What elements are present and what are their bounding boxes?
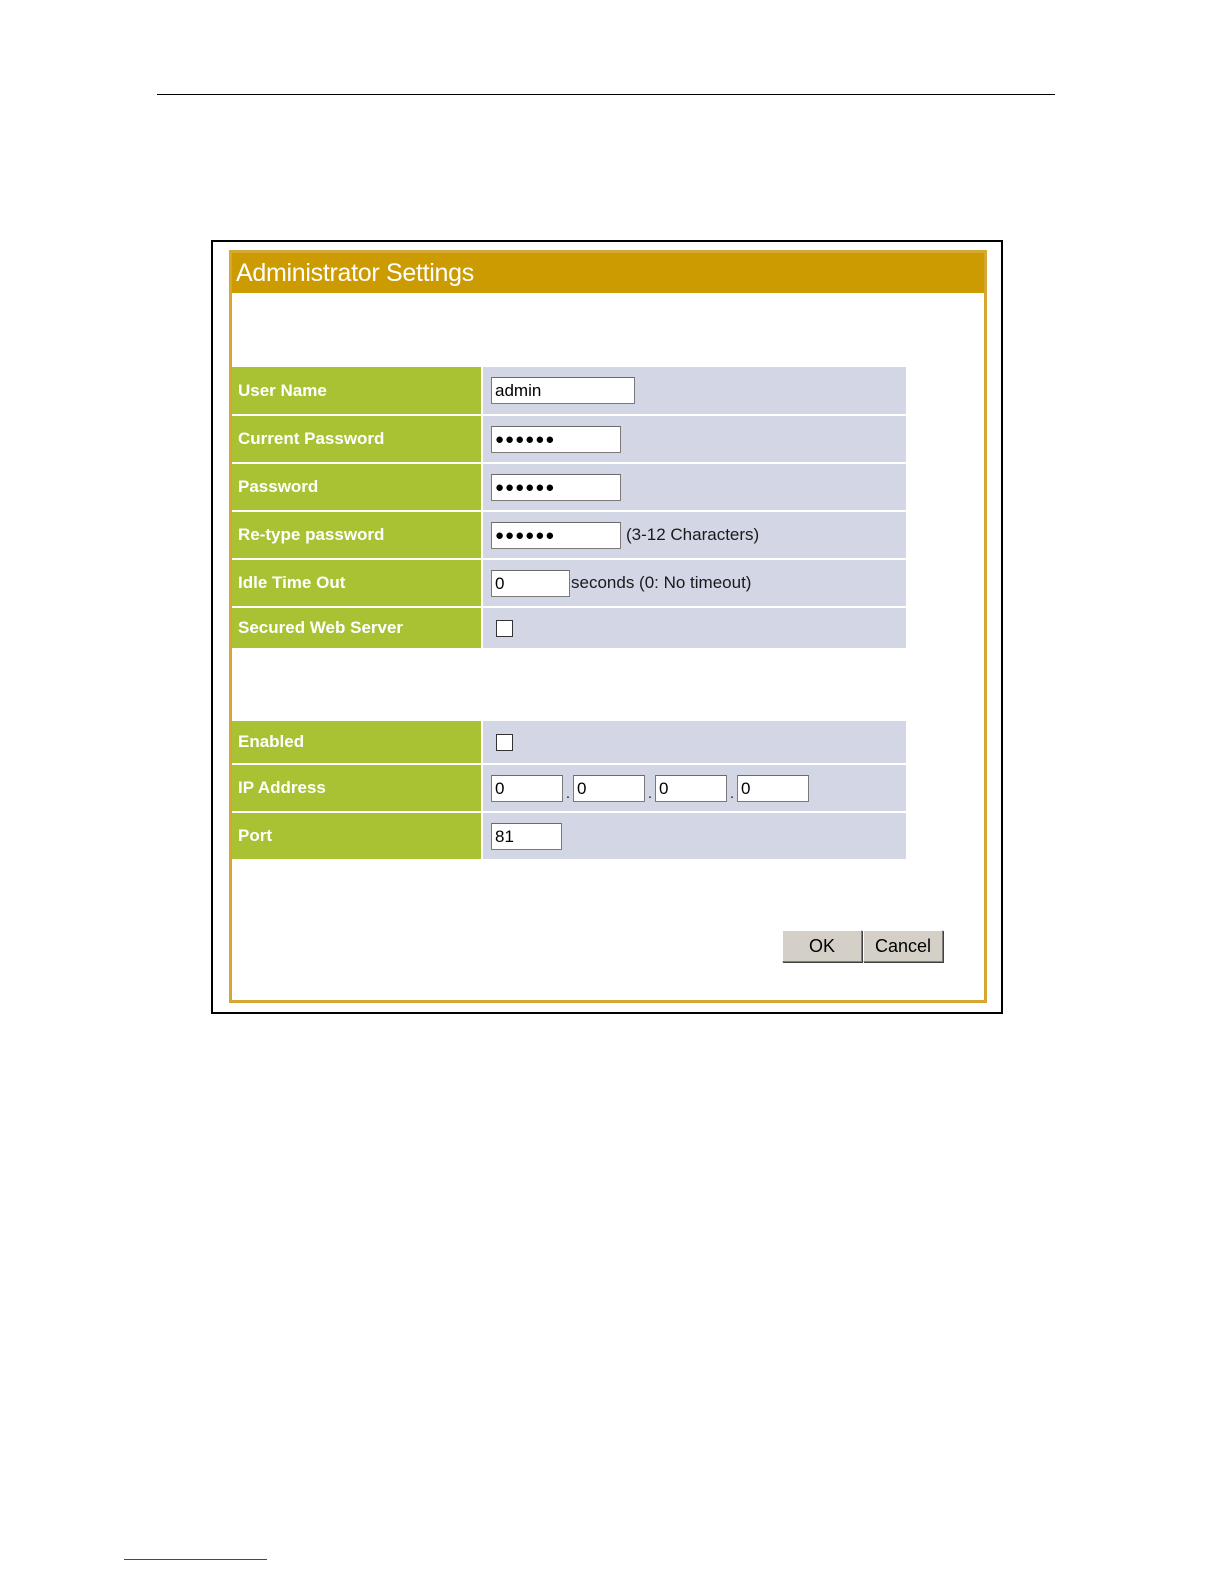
page-top-rule — [157, 94, 1055, 95]
cancel-button[interactable]: Cancel — [863, 930, 943, 962]
user-name-label: User Name — [232, 367, 482, 415]
password-label: Password — [232, 463, 482, 511]
password-input[interactable]: ●●●●●● — [491, 474, 621, 501]
screenshot-frame — [211, 240, 1003, 1014]
current-password-label: Current Password — [232, 415, 482, 463]
enabled-label: Enabled — [232, 721, 482, 764]
row-enabled — [232, 721, 906, 764]
secured-web-server-label: Secured Web Server — [232, 607, 482, 649]
retype-password-input[interactable]: ●●●●●● — [491, 522, 621, 549]
row-current-password — [232, 415, 906, 463]
ip-separator: . — [565, 784, 571, 802]
row-password — [232, 463, 906, 511]
enabled-checkbox[interactable] — [496, 734, 513, 751]
panel-header — [232, 253, 984, 293]
password-length-hint: (3-12 Characters) — [626, 525, 760, 544]
row-idle-timeout — [232, 559, 906, 607]
row-ip-address — [232, 764, 906, 812]
retype-password-label: Re-type password — [232, 511, 482, 559]
remote-management-table — [232, 721, 906, 861]
row-retype-password — [232, 511, 906, 559]
admin-settings-panel — [229, 250, 987, 1003]
secured-web-server-checkbox[interactable] — [496, 620, 513, 637]
panel-title: Administrator Settings — [236, 259, 474, 287]
row-port — [232, 812, 906, 860]
admin-settings-table — [232, 367, 906, 650]
ip-octet-2-input[interactable]: 0 — [573, 775, 645, 802]
ip-separator: . — [729, 784, 735, 802]
idle-timeout-label: Idle Time Out — [232, 559, 482, 607]
row-secured-web-server — [232, 607, 906, 649]
user-name-input[interactable]: admin — [491, 377, 635, 404]
ip-separator: . — [647, 784, 653, 802]
port-label: Port — [232, 812, 482, 860]
ip-octet-1-input[interactable]: 0 — [491, 775, 563, 802]
ip-address-label: IP Address — [232, 764, 482, 812]
ok-button[interactable]: OK — [782, 930, 862, 962]
page-bottom-link-rule — [124, 1559, 267, 1560]
row-user-name — [232, 367, 906, 415]
ip-octet-3-input[interactable]: 0 — [655, 775, 727, 802]
ip-octet-4-input[interactable]: 0 — [737, 775, 809, 802]
idle-timeout-input[interactable]: 0 — [491, 570, 570, 597]
idle-timeout-hint: seconds (0: No timeout) — [571, 573, 752, 592]
port-input[interactable]: 81 — [491, 823, 562, 850]
current-password-input[interactable]: ●●●●●● — [491, 426, 621, 453]
